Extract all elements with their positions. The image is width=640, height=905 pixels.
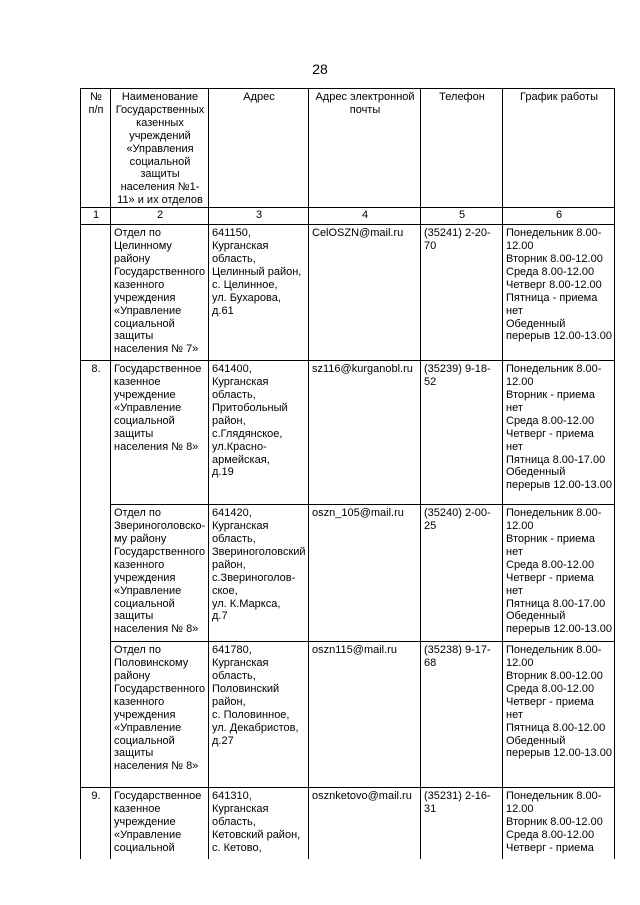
address: 641310, Курганская область, Кетовский район, с. Кетово, xyxy=(209,788,309,859)
institution-name: Отдел по Целинному району Государственного казенного учреждения «Управление социальной защиты населения № 7» xyxy=(111,225,209,361)
header-address: Адрес xyxy=(209,89,309,208)
phone: (35239) 9-18- 52 xyxy=(421,361,503,505)
email: oszn115@mail.ru xyxy=(309,642,421,788)
email: CelOSZN@mail.ru xyxy=(309,225,421,361)
table-row xyxy=(81,788,615,859)
column-number-row xyxy=(81,208,615,225)
row-number: 8. xyxy=(81,361,111,788)
email: sz116@kurganobl.ru xyxy=(309,361,421,505)
email: osznketovo@mail.ru xyxy=(309,788,421,859)
address: 641150, Курганская область, Целинный район, с. Целинное, ул. Бухарова, д.61 xyxy=(209,225,309,361)
schedule: Понедельник 8.00- 12.00 Вторник 8.00-12.00 Среда 8.00-12.00 Четверг 8.00-12.00 Пятница - приема нет Обеденный перерыв 12.00-13.00 xyxy=(503,225,615,361)
schedule: Понедельник 8.00- 12.00 Вторник - приема нет Среда 8.00-12.00 Четверг - приема нет Пятница 8.00-17.00 Обеденный перерыв 12.00-13.00 xyxy=(503,361,615,505)
column-number: 5 xyxy=(421,208,503,225)
table-row xyxy=(81,361,615,505)
header-name: Наименование Государственных казенных учреждений «Управления социальной защиты населения №1- 11» и их отделов xyxy=(111,89,209,208)
registry-table xyxy=(80,88,615,859)
schedule: Понедельник 8.00- 12.00 Вторник 8.00-12.00 Среда 8.00-12.00 Четверг - приема xyxy=(503,788,615,859)
header-number: № п/п xyxy=(81,89,111,208)
institution-name: Государственное казенное учреждение «Управление социальной xyxy=(111,788,209,859)
row-number xyxy=(81,225,111,361)
schedule: Понедельник 8.00- 12.00 Вторник - приема нет Среда 8.00-12.00 Четверг - приема нет Пятница 8.00-17.00 Обеденный перерыв 12.00-13.00 xyxy=(503,505,615,642)
row-number: 9. xyxy=(81,788,111,859)
address: 641780, Курганская область, Половинский район, с. Половинное, ул. Декабристов, д.27 xyxy=(209,642,309,788)
column-number: 4 xyxy=(309,208,421,225)
column-number: 2 xyxy=(111,208,209,225)
table-row xyxy=(81,642,615,788)
institution-name: Отдел по Звериноголовско- му району Государственного казенного учреждения «Управление социальной защиты населения № 8» xyxy=(111,505,209,642)
institution-name: Государственное казенное учреждение «Управление социальной защиты населения № 8» xyxy=(111,361,209,505)
phone: (35240) 2-00- 25 xyxy=(421,505,503,642)
header-phone: Телефон xyxy=(421,89,503,208)
header-email: Адрес электронной почты xyxy=(309,89,421,208)
schedule: Понедельник 8.00- 12.00 Вторник 8.00-12.00 Среда 8.00-12.00 Четверг - приема нет Пятница 8.00-12.00 Обеденный перерыв 12.00-13.00 xyxy=(503,642,615,788)
page-number: 28 xyxy=(312,61,328,77)
phone: (35241) 2-20- 70 xyxy=(421,225,503,361)
table-row xyxy=(81,505,615,642)
table-row xyxy=(81,225,615,361)
column-number: 1 xyxy=(81,208,111,225)
phone: (35238) 9-17- 68 xyxy=(421,642,503,788)
address: 641420, Курганская область, Звериноголовский район, с.Звериноголов- ское, ул. К.Маркса, д.7 xyxy=(209,505,309,642)
address: 641400, Курганская область, Притобольный район, с.Глядянское, ул.Красно- армейская, д.19 xyxy=(209,361,309,505)
header-schedule: График работы xyxy=(503,89,615,208)
institution-name: Отдел по Половинскому району Государственного казенного учреждения «Управление социальной защиты населения № 8» xyxy=(111,642,209,788)
column-number: 3 xyxy=(209,208,309,225)
phone: (35231) 2-16- 31 xyxy=(421,788,503,859)
header-row xyxy=(81,89,615,208)
column-number: 6 xyxy=(503,208,615,225)
email: oszn_105@mail.ru xyxy=(309,505,421,642)
